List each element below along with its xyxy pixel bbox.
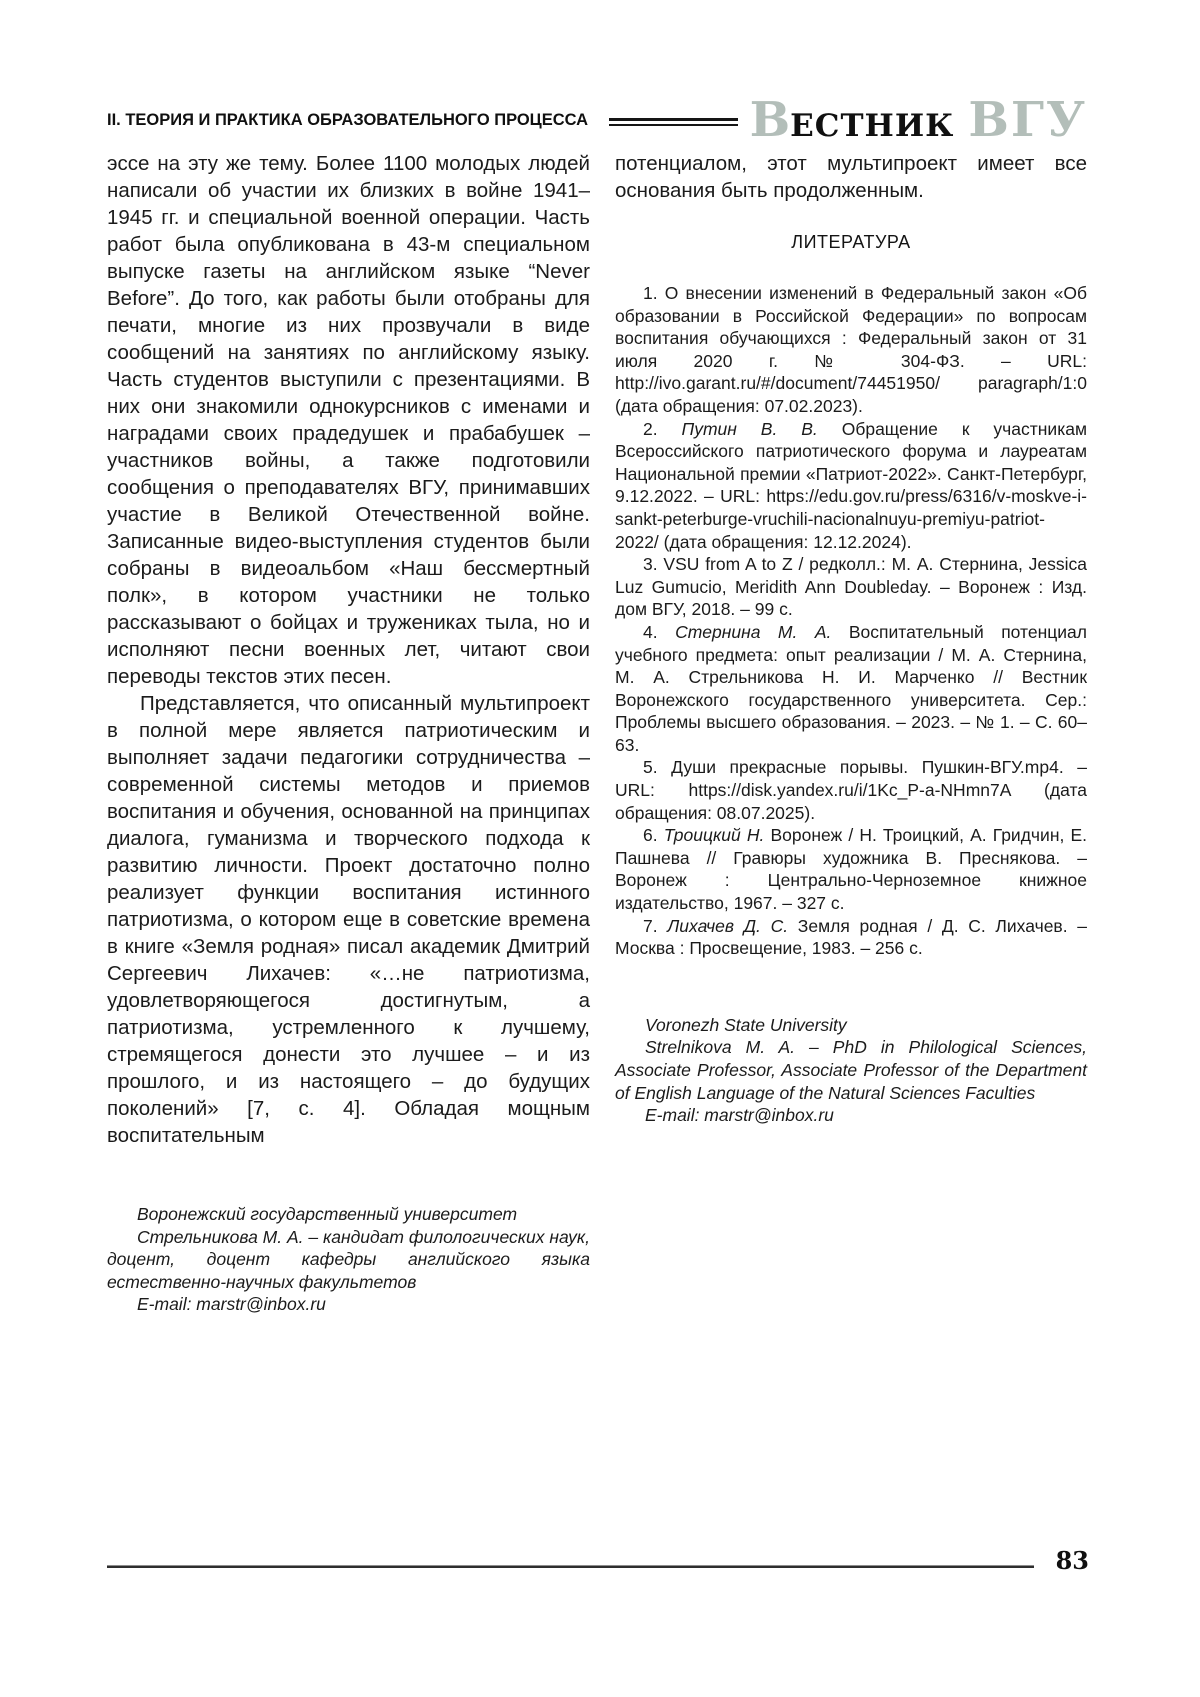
reference-author: Стернина М. А. <box>675 621 832 642</box>
affiliation-ru <box>107 1203 590 1316</box>
affiliation-en <box>615 1014 1087 1127</box>
journal-logo <box>749 92 1087 148</box>
page-footer <box>107 1544 1089 1573</box>
reference-item: 3. VSU from A to Z / редколл.: М. А. Стернина, Jessica Luz Gumucio, Meridith Ann Doubleday. – Воронеж : Изд. дом ВГУ, 2018. – 99 с. <box>615 554 1087 620</box>
affiliation-line: Стрельникова М. А. – кандидат филологических наук, доцент, доцент кафедры английского языка естественно-научных факультетов <box>107 1226 590 1292</box>
reference-author: Троицкий Н. <box>663 825 765 846</box>
journal-logo-name: ЕСТНИК <box>790 108 955 144</box>
page-header <box>107 92 1087 148</box>
reference-item: 7. Лихачев Д. С. Земля родная / Д. С. Лихачев. – Москва : Просвещение, 1983. – 256 с. <box>615 915 1087 959</box>
reference-item: 2. Путин В. В. Обращение к участникам Всероссийского патриотического форума и лауреатам Национальной премии «Патриот-2022». Санкт-Петербург, 9.12.2022. – URL: https://edu.gov.ru/press/6316/v-moskve-i-sankt-peterburge-vruchili-nacionalnuyu-premiyu-patriot-2022/ (дата обращения: 12.12.2024). <box>615 418 1087 552</box>
section-title: II. ТЕОРИЯ И ПРАКТИКА ОБРАЗОВАТЕЛЬНОГО ПРОЦЕССА <box>107 110 589 129</box>
journal-logo-abbr: ВГУ <box>968 92 1087 148</box>
reference-item: 4. Стернина М. А. Воспитательный потенциал учебного предмета: опыт реализации / М. А. Стернина, М. А. Стрельникова Н. И. Марченко // Вестник Воронежского государственного университета. Сер.: Проблемы высшего образования. – 2023. – № 1. – С. 60–63. <box>615 621 1087 755</box>
journal-logo-initial: В <box>749 92 791 148</box>
two-column-body <box>107 150 1087 1316</box>
literature-heading: ЛИТЕРАТУРА <box>791 232 911 252</box>
affiliation-line: E-mail: marstr@inbox.ru <box>645 1105 834 1126</box>
references-list <box>615 282 1087 960</box>
affiliation-line: Воронежский государственный университет <box>137 1204 518 1224</box>
left-paragraphs <box>107 150 590 1149</box>
header-double-rule <box>609 118 738 126</box>
right-column <box>615 150 1087 1316</box>
reference-item: 1. О внесении изменений в Федеральный закон «Об образовании в Российской Федерации» по вопросам воспитания обучающихся : Федеральный закон от 31 июля 2020 г. № 304-ФЗ. – URL: http://ivo.garant.ru/#/document/74451950/ paragraph/1:0 (дата обращения: 07.02.2023). <box>615 283 1087 416</box>
reference-item: 5. Души прекрасные порывы. Пушкин-ВГУ.mp4. – URL: https://disk.yandex.ru/i/1Kc_P-a-NHmn7A (дата обращения: 08.07.2025). <box>615 757 1087 823</box>
affiliation-line: E-mail: marstr@inbox.ru <box>137 1294 326 1315</box>
body-paragraph: Представляется, что описанный мультипроект в полной мере является патриотическим и выполняет задачи педагогики сотрудничества – современной системы методов и приемов воспитания и обучения, основанной на принципах диалога, гуманизма и творческого подхода к развитию личности. Проект достаточно полно реализует функции воспитания истинного патриотизма, о котором еще в советские времена в книге «Земля родная» писал академик Дмитрий Сергеевич Лихачев: «…не патриотизма, удовлетворяющегося достигнутым, а патриотизма, устремленного к лучшему, стремящегося донести это лучшее – и из прошлого, и из настоящего – до будущих поколений» [7, с. 4]. Обладая мощным воспитательным <box>107 692 590 1147</box>
affiliation-line: Voronezh State University <box>645 1014 847 1035</box>
lead-paragraph: потенциалом, этот мультипроект имеет все основания быть продолженным. <box>615 152 1087 202</box>
reference-author: Лихачев Д. С. <box>667 915 789 936</box>
reference-item: 6. Троицкий Н. Воронеж / Н. Троицкий, А. Гридчин, Е. Пашнева // Гравюры художника В. Преснякова. – Воронеж : Центрально-Черноземное книжное издательство, 1967. – 327 с. <box>615 825 1087 914</box>
affiliation-line: Strelnikova M. A. – PhD in Philological Sciences, Associate Professor, Associate Professor of the Department of English Language of the Natural Sciences Faculties <box>615 1037 1087 1103</box>
page-number: 83 <box>1055 1546 1089 1575</box>
body-paragraph: эссе на эту же тему. Более 1100 молодых людей написали об участии их близких в войне 1941–1945 гг. и специальной военной операции. Часть работ была опубликована в 43-м специальном выпуске газеты на английском языке “Never Before”. До того, как работы были отобраны для печати, многие из них прозвучали в виде сообщений на занятиях по английскому языку. Часть студентов выступили с презентациями. В них они знакомили однокурсников с именами и наградами своих прадедушек и прабабушек – участников войны, а также подготовили сообщения о преподавателях ВГУ, принимавших участие в Великой Отечественной войне. Записанные видео-выступления студентов были собраны в видеоальбом «Наш бессмертный полк», в котором участники не только рассказывают о бойцах и тружениках тыла, но и исполняют песни военных лет, читают свои переводы текстов этих песен. <box>107 152 590 688</box>
reference-author: Путин В. В. <box>681 418 818 439</box>
left-column <box>107 150 590 1316</box>
footer-rule <box>107 1565 1034 1568</box>
